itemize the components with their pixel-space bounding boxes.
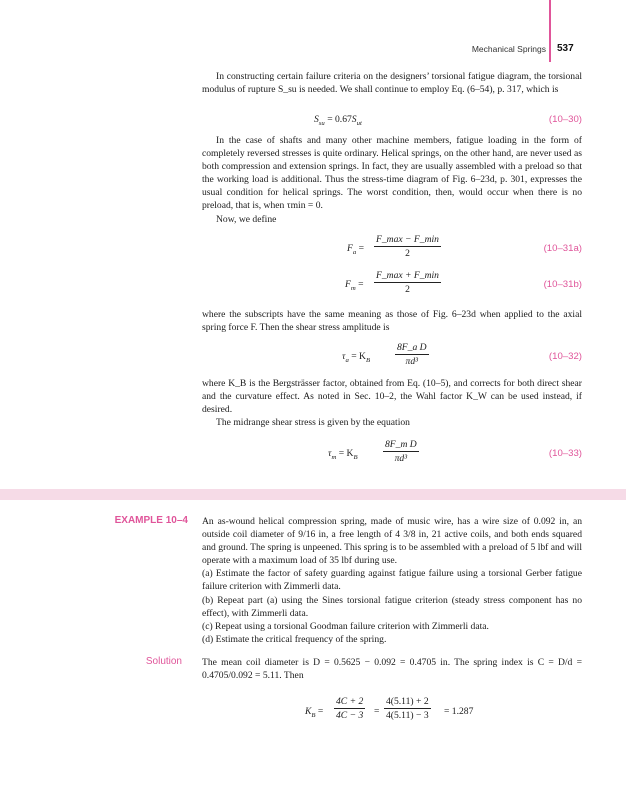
equation-number: (10–33) [548,448,582,459]
example-divider-band [0,489,626,500]
example-statement [202,515,582,646]
paragraph-5 [202,377,582,429]
fraction: $\frac{F\_\max + F\_\min}{2}$ [376,270,439,295]
example-part-a: (a) Estimate the factor of safety guarding against fatigue failure using a torsional Gerber fatigue failure criterion with Zimmerli data. [202,568,582,593]
equation-number: (10–31b) [543,279,582,290]
equation-number: (10–32) [548,351,582,362]
solution-text [202,656,582,682]
paragraph-1-text: In constructing certain failure criteria on the designers’ torsional fatigue diagram, the torsional modulus of rupture S_su is needed. We shall continue to employ Eq. (6–54), p. 317, which is [202,71,582,96]
fraction: $\frac{4(5.11) + 2}{4(5.11) - 3}$ [386,696,429,721]
fraction: $\frac{\text{8F\_m D}}{\text{πd³}}$ [385,439,417,464]
paragraph-2-text: In the case of shafts and many other machine members, fatigue loading in the form of completely reversed stresses is quite ordinary. Helical springs, on the other hand, are never used as both compression and extension springs. In fact, they are usually assembled with a preload so that the working load is additional. Thus the stress-time diagram of Fig. 6–23d, p. 301, expresses the usual condition for helical springs. The worst condition, then, would occur when there is no preload, that is, when τmin = 0. [202,135,582,212]
paragraph-3-text: Now, we define [216,213,277,225]
equation-10-31a: $F_a$ = $\frac{F\_\max - F\_\min}{2}$ (10–31a) [347,234,582,259]
running-title: Mechanical Springs [471,44,546,54]
page-number: 537 [557,43,574,54]
fraction: $\frac{F\_\max - F\_\min}{2}$ [376,234,439,259]
example-part-d: (d) Estimate the critical frequency of the spring. [202,633,387,645]
paragraph-4 [202,308,582,334]
paragraph-5-text: where K_B is the Bergsträsser factor, obtained from Eq. (10–5), and corrects for both direct shear and the curvature effect. As noted in Sec. 10–2, the Wahl factor K_W can be used instead, if desired. [202,378,582,416]
equation-kb: $K_B$ = $\frac{4C + 2}{4C - 3}$ = $\frac{4(5.11) + 2}{4(5.11) - 3}$ = 1.287 [305,696,474,721]
paragraph-6-text: The midrange shear stress is given by the equation [216,417,410,429]
fraction: $\frac{4C + 2}{4C - 3}$ [336,696,364,721]
equation-number: (10–31a) [543,243,582,254]
header-rule [549,0,551,62]
example-part-b: (b) Repeat part (a) using the Sines torsional fatigue criterion (steady stress component has no effect), with Zimmerli data. [202,594,582,619]
equation-10-30: $S_{su} = 0.67S_{ut}$ (10–30) [314,114,582,127]
fraction: $\frac{\text{8F\_a D}}{\text{πd³}}$ [397,342,427,367]
example-label: EXAMPLE 10–4 [114,515,188,526]
example-part-c: (c) Repeat using a torsional Goodman failure criterion with Zimmerli data. [202,620,489,632]
paragraph-2 [202,134,582,226]
equation-10-32: $\tau_a = K_B$ $\frac{\text{8F\_a D}}{\text{πd³}}$ (10–32) [342,342,582,367]
equation-number: (10–30) [548,114,582,125]
solution-text-body: The mean coil diameter is D = 0.5625 − 0.092 = 0.4705 in. The spring index is C = D/d = 0.4705/0.092 = 5.11. Then [202,657,582,682]
solution-label: Solution [145,656,182,667]
example-statement-text: An as-wound helical compression spring, made of music wire, has a wire size of 0.092 in, an outside coil diameter of 9/16 in, a free length of 4 3/8 in, 21 active coils, and both ends squared and ground. The spring is unpeened. This spring is to be assembled with a preload of 5 lbf and will operate with a maximum load of 35 lbf during use. [202,516,582,567]
paragraph-4-text: where the subscripts have the same meaning as those of Fig. 6–23d when applied to the axial spring force F. Then the shear stress amplitude is [202,309,582,334]
equation-10-33: $\tau_m = K_B$ $\frac{\text{8F\_m D}}{\text{πd³}}$ (10–33) [328,439,582,464]
paragraph-1 [202,70,582,96]
equation-10-31b: $F_m$ = $\frac{F\_\max + F\_\min}{2}$ (10–31b) [345,270,582,295]
